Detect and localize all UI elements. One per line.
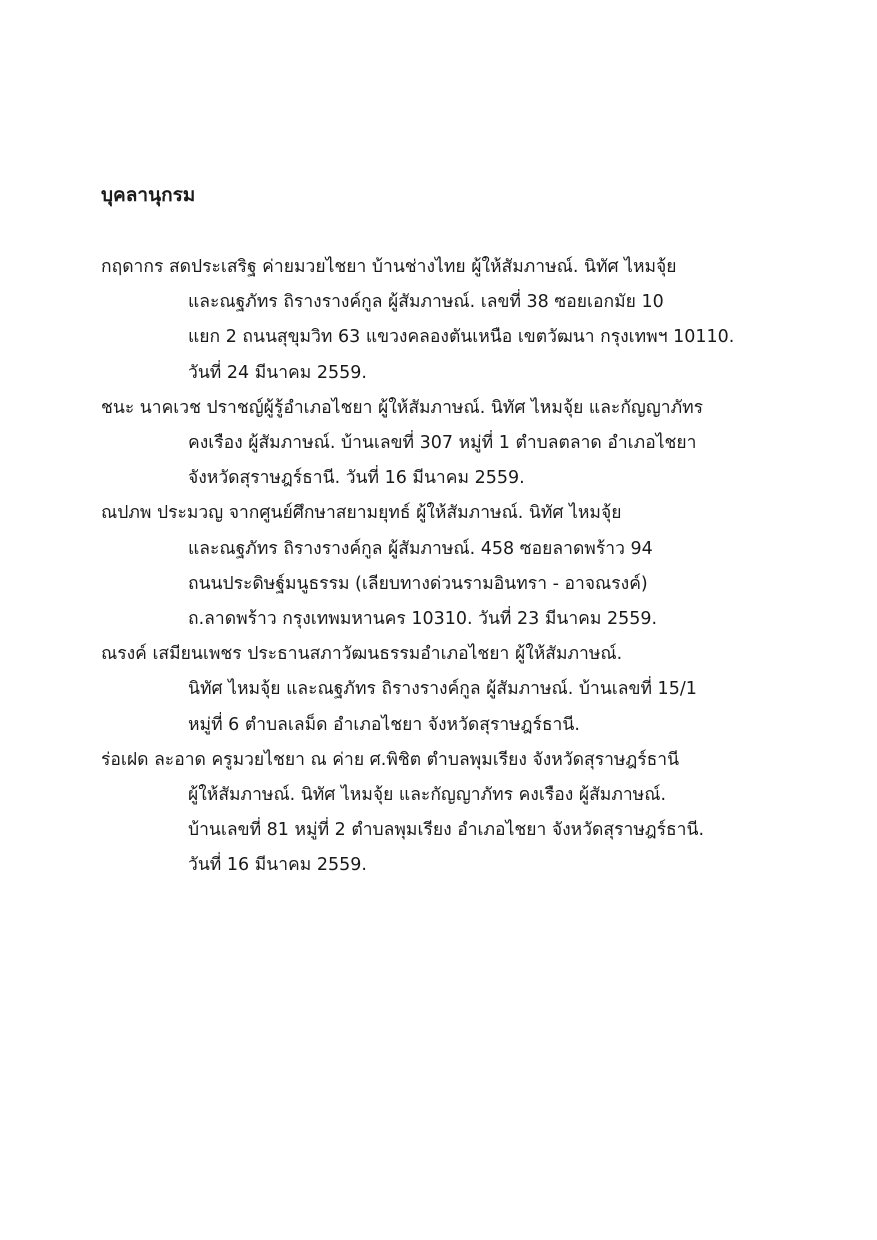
- entry-continuation-line: และณฐภัทร ถิรางรางค์กูล ผู้สัมภาษณ์. เลขที่ 38 ซอยเอกมัย 10: [188, 292, 664, 313]
- entry-continuation-line: แยก 2 ถนนสุขุมวิท 63 แขวงคลองตันเหนือ เขตวัฒนา กรุงเทพฯ 10110.: [188, 327, 735, 348]
- entry-continuation-line: หมู่ที่ 6 ตำบลเลม็ด อำเภอไชยา จังหวัดสุราษฎร์ธานี.: [188, 714, 580, 735]
- bibliography-list: [101, 250, 801, 884]
- entry-continuation-line: นิทัศ ไหมจุ้ย และณฐภัทร ถิรางรางค์กูล ผู้สัมภาษณ์. บ้านเลขที่ 15/1: [188, 679, 697, 700]
- entry-first-line: ณปภพ ประมวญ จากศูนย์ศึกษาสยามยุทธ์ ผู้ให้สัมภาษณ์. นิทัศ ไหมจุ้ย: [101, 503, 622, 524]
- entry-continuation-line: วันที่ 16 มีนาคม 2559.: [188, 855, 367, 876]
- bibliography-entry: [101, 496, 801, 637]
- entry-continuation-line: คงเรือง ผู้สัมภาษณ์. บ้านเลขที่ 307 หมู่ที่ 1 ตำบลตลาด อำเภอไชยา: [188, 433, 697, 454]
- entry-continuation-line: ถนนประดิษฐ์มนูธรรม (เลียบทางด่วนรามอินทรา - อาจณรงค์): [188, 573, 648, 594]
- entry-continuation-line: ผู้ให้สัมภาษณ์. นิทัศ ไหมจุ้ย และกัญญาภัทร คงเรือง ผู้สัมภาษณ์.: [188, 785, 667, 806]
- bibliography-entry: [101, 250, 801, 391]
- entry-continuation-line: จังหวัดสุราษฎร์ธานี. วันที่ 16 มีนาคม 2559.: [188, 468, 525, 489]
- entry-first-line: กฤดากร สดประเสริฐ ค่ายมวยไชยา บ้านช่างไทย ผู้ให้สัมภาษณ์. นิทัศ ไหมจุ้ย: [101, 257, 677, 277]
- entry-first-line: ร่อเฝด ละอาด ครูมวยไชยา ณ ค่าย ศ.พิชิต ตำบลพุมเรียง จังหวัดสุราษฎร์ธานี: [101, 749, 680, 770]
- bibliography-entry: [101, 743, 801, 884]
- bibliography-entry: [101, 637, 801, 743]
- entry-continuation-line: บ้านเลขที่ 81 หมู่ที่ 2 ตำบลพุมเรียง อำเภอไชยา จังหวัดสุราษฎร์ธานี.: [188, 820, 705, 841]
- entry-continuation-line: วันที่ 24 มีนาคม 2559.: [188, 362, 367, 383]
- entry-first-line: ชนะ นาคเวช ปราชญ์ผู้รู้อำเภอไชยา ผู้ให้สัมภาษณ์. นิทัศ ไหมจุ้ย และกัญญาภัทร: [101, 397, 704, 418]
- entry-continuation-line: ถ.ลาดพร้าว กรุงเทพมหานคร 10310. วันที่ 23 มีนาคม 2559.: [188, 609, 658, 630]
- entry-continuation-line: และณฐภัทร ถิรางรางค์กูล ผู้สัมภาษณ์. 458 ซอยลาดพร้าว 94: [188, 538, 653, 559]
- entry-first-line: ณรงค์ เสมียนเพชร ประธานสภาวัฒนธรรมอำเภอไชยา ผู้ให้สัมภาษณ์.: [101, 644, 623, 665]
- page-heading: บุคลานุกรม: [101, 184, 196, 206]
- bibliography-entry: [101, 391, 801, 497]
